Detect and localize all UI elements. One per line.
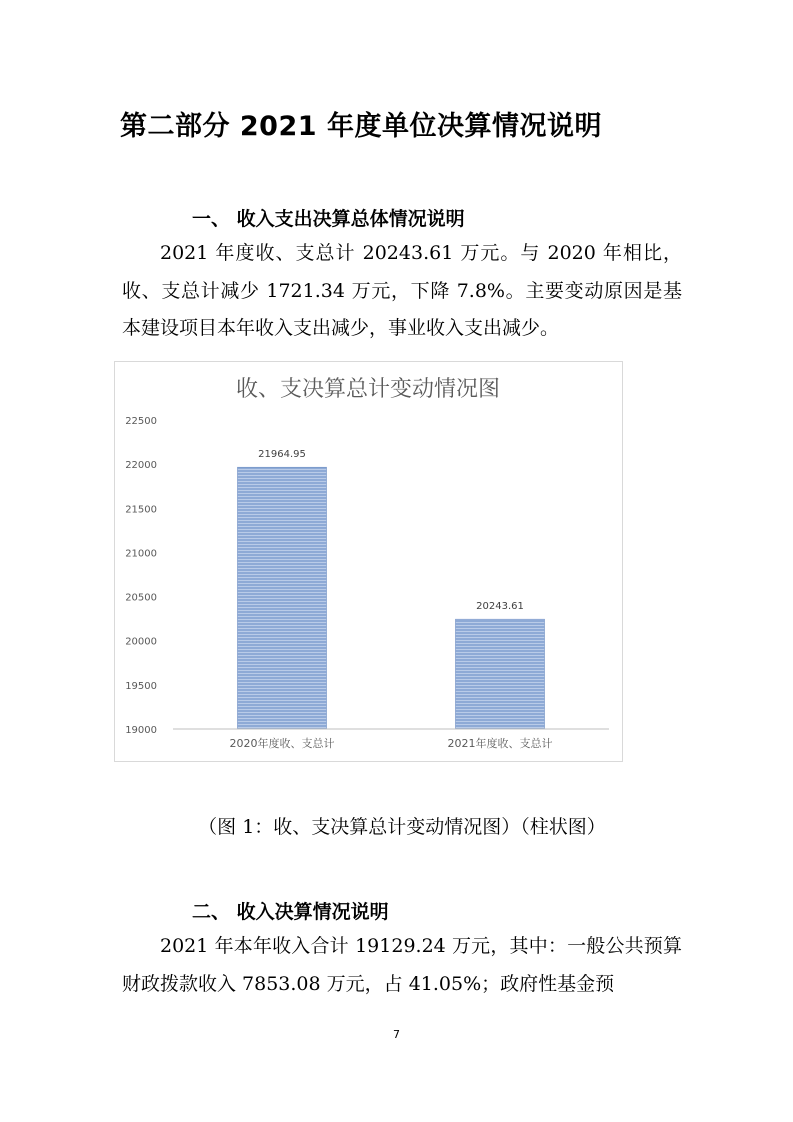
bar-1 <box>238 467 327 729</box>
chart-caption: （图 1：收、支决算总计变动情况图）（柱状图） <box>198 816 606 838</box>
section2-paragraph: 2021 年本年收入合计 19129.24 万元，其中：一般公共预算财政拨款收入 7853.08 万元，占 41.05%；政府性基金预 <box>122 935 682 995</box>
section1-heading: 一、 收入支出决算总体情况说明 <box>192 208 465 230</box>
page-number: 7 <box>393 1028 400 1041</box>
page-title: 第二部分 2021 年度单位决算情况说明 <box>120 111 602 142</box>
bar-chart <box>114 361 623 762</box>
chart-title: 收、支决算总计变动情况图 <box>235 377 501 402</box>
y-tick-label: 20000 <box>125 636 157 648</box>
bar-chart-svg <box>115 362 622 761</box>
y-tick-label: 22000 <box>125 460 157 472</box>
y-tick-label: 21500 <box>125 504 157 516</box>
y-tick-label: 21000 <box>125 548 157 560</box>
category-label-2: 2021年度收、支总计 <box>447 737 553 750</box>
bar-2 <box>456 619 545 729</box>
y-tick-label: 19500 <box>125 680 157 692</box>
data-label-2: 20243.61 <box>476 601 524 613</box>
y-tick-label: 22500 <box>125 416 157 427</box>
data-label-1: 21964.95 <box>258 449 306 461</box>
y-tick-label: 20500 <box>125 592 157 604</box>
y-tick-label: 19000 <box>125 725 157 736</box>
section1-paragraph: 2021 年度收、支总计 20243.61 万元。与 2020 年相比，收、支总计减少 1721.34 万元，下降 7.8%。主要变动原因是基本建设项目本年收入支出减少，事业收入支出减少。 <box>122 242 682 339</box>
category-label-1: 2020年度收、支总计 <box>229 737 335 750</box>
section2-heading: 二、 收入决算情况说明 <box>192 901 389 923</box>
